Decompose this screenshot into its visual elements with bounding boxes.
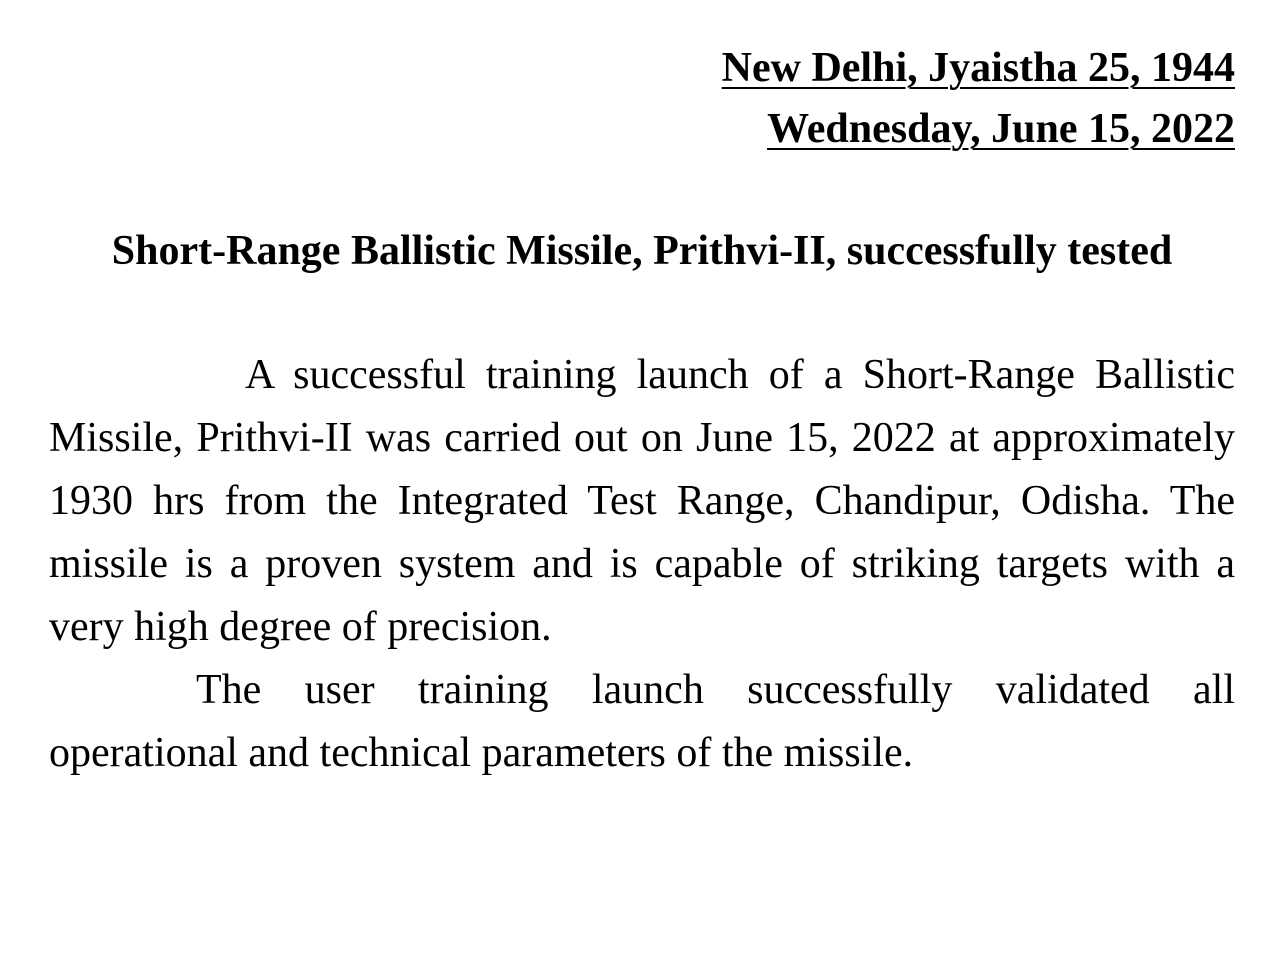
body-paragraph-1: A successful training launch of a Short-Range Ballistic Missile, Prithvi-II was carried out on June 15, 2022 at approximately 1930 hrs from the Integrated Test Range, Chandipur, Odisha. The missile is a proven system and is capable of striking targets with a very high degree of precision.	[49, 352, 1235, 650]
press-release-title: Short-Range Ballistic Missile, Prithvi-II, successfully tested	[111, 228, 1173, 274]
dateline-place-date: New Delhi, Jyaistha 25, 1944	[721, 45, 1235, 91]
press-release-body	[49, 344, 1235, 785]
dateline	[49, 38, 1235, 160]
dateline-weekday-date: Wednesday, June 15, 2022	[767, 106, 1235, 152]
body-paragraph-2: The user training launch successfully validated all operational and technical parameters of the missile.	[49, 667, 1235, 776]
press-release-page	[49, 38, 1235, 785]
